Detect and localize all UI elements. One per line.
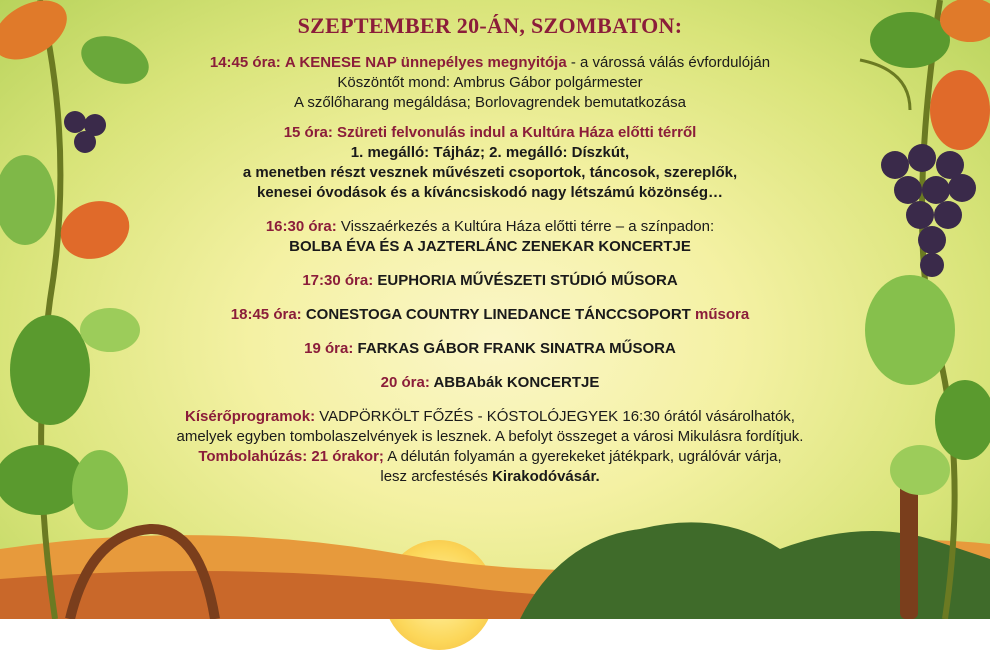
event-line: kenesei óvodások és a kíváncsiskodó nagy létszámú közönség… (256, 184, 724, 201)
event-note: műsora (690, 306, 750, 323)
event-title: FARKAS GÁBOR FRANK SINATRA MŰSORA (353, 340, 676, 357)
time-label: 18:45 óra: (230, 306, 302, 323)
event-note: A délután folyamán a gyerekeket játékpark, ugrálóvár várja, (383, 448, 782, 465)
event-note: - a várossá válás évfordulóján (566, 54, 771, 71)
program-item-opening (120, 53, 860, 113)
event-line: a menetben részt vesznek művészeti csoportok, táncosok, szereplők, (242, 164, 738, 181)
program-schedule (120, 0, 860, 487)
program-item-concert-1 (120, 217, 860, 257)
event-title: 15 óra: Szüreti felvonulás indul a Kultúra Háza előtti térről (283, 124, 697, 141)
raffle-label: Tombolahúzás: 21 órakor; (198, 448, 384, 465)
program-item-abba (120, 373, 860, 393)
time-label: 20 óra: (380, 374, 430, 391)
event-title: A KENESE NAP ünnepélyes megnyitója (284, 54, 567, 71)
program-item-euphoria (120, 271, 860, 291)
event-note: VADPÖRKÖLT FŐZÉS - KÓSTOLÓJEGYEK 16:30 órától vásárolhatók, (315, 408, 795, 425)
page-title: SZEPTEMBER 20-ÁN, SZOMBATON: (297, 13, 683, 38)
event-title: ABBAbák KONCERTJE (429, 374, 600, 391)
time-label: 16:30 óra: (265, 218, 337, 235)
side-programs-label: Kísérőprogramok: (185, 408, 316, 425)
time-label: 19 óra: (304, 340, 354, 357)
event-title: CONESTOGA COUNTRY LINEDANCE TÁNCCSOPORT (301, 306, 691, 323)
program-item-linedance (120, 305, 860, 325)
program-item-parade (120, 123, 860, 203)
event-title: EUPHORIA MŰVÉSZETI STÚDIÓ MŰSORA (373, 272, 678, 289)
right-vine-decoration (850, 0, 990, 619)
event-note: lesz arcfestésés (380, 468, 493, 485)
event-line: A szőlőharang megáldása; Borlovagrendek bemutatkozása (294, 94, 686, 111)
event-line: 1. megálló: Tájház; 2. megálló: Díszkút, (350, 144, 630, 161)
fair-label: Kirakodóvásár. (492, 468, 600, 485)
program-item-sinatra (120, 339, 860, 359)
time-label: 17:30 óra: (302, 272, 374, 289)
event-line: amelyek egyben tombolaszelvények is lesznek. A befolyt összeget a városi Mikulásra fordítjuk. (176, 428, 804, 445)
event-line: Köszöntőt mond: Ambrus Gábor polgármester (337, 74, 643, 91)
event-title: BOLBA ÉVA ÉS A JAZTERLÁNC ZENEKAR KONCERTJE (289, 238, 691, 255)
event-note: Visszaérkezés a Kultúra Háza előtti térre – a színpadon: (336, 218, 715, 235)
side-programs (120, 407, 860, 487)
time-label: 14:45 óra: (209, 54, 281, 71)
